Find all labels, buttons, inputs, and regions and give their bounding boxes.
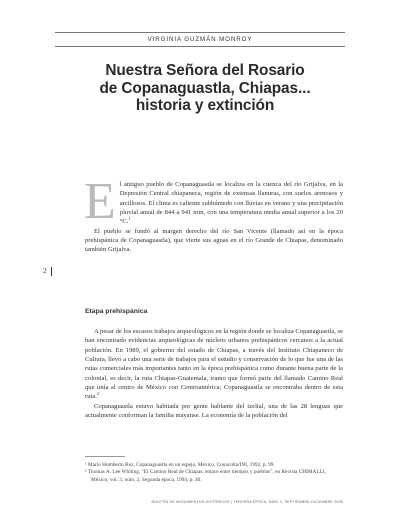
footnote-ref-1: 1 <box>128 216 131 222</box>
article-title <box>70 62 340 115</box>
footnote-1: ¹ Mario Humberto Ruz, Copanaguastla en un espejo, México, Conaculta/INI, 1992, p. 99. <box>85 462 275 468</box>
section-paragraph-1-text: A pesar de los escasos trabajos arqueológicos en la región donde se localiza Copanaguastla, se han encontrado evidencias arqueológicas de núcleos urbanos prehispánicos cercanos a la actual población. En 1989, el gobierno del estado de Chiapas, a través del Instituto Chiapaneco de Cultura, llevó a cabo una serie de trabajos para el estudio y conservación de lo que fue una de las rutas comerciales más importantes tanto en la época prehispánica como durante buena parte de la colonial, es decir, la ruta Chiapas-Guatemala, tramo que formó parte del llamado Camino Real que unía al centro de México con Centroamérica; Copanaguastla se encontraba dentro de esta ruta. <box>85 328 343 401</box>
section-paragraph-1 <box>85 327 343 402</box>
section-title: Etapa prehispánica <box>85 308 148 315</box>
author-name: VIRGINIA GUZMÁN MONROY <box>147 36 253 43</box>
author-header <box>55 32 345 47</box>
drop-cap: E <box>84 173 116 230</box>
footnote-ref-2: 2 <box>96 391 100 397</box>
intro-text <box>84 173 343 255</box>
title-line-1: Nuestra Señora del Rosario <box>105 62 305 79</box>
footnote-divider <box>85 456 125 457</box>
intro-paragraph-1-text: l antiguo pueblo de Copanaguastla se localiza en la cuenca del río Grijalva, en la Depresión Central chiapaneca, región de extensas llanuras, con suelos arenosos y arcillosos. El clima es caliente subhúmedo con lluvias en verano y una precipitación pluvial anual de 844 a 941 mm, con una temperatura media anual superior a los 20 °C. <box>119 181 343 226</box>
section-text <box>85 327 343 420</box>
page-number: 2 <box>43 266 47 275</box>
footnote-2: ² Thomas A. Lee Whiting, "El Camino Real de Chiapas: enlace entre tiempos y pueblos", en Revista CHIMALLI, México, vol. 3, núm. 2, Segunda época, 1993, p. 40. <box>85 469 326 483</box>
journal-footer: BOLETÍN DE MONUMENTOS HISTÓRICOS | TERCERA ÉPOCA, NÚM. 3, SEPTIEMBRE-DICIEMBRE 2005 <box>151 500 343 504</box>
footnotes <box>85 462 343 484</box>
intro-paragraph-2: El pueblo se fundó al margen derecho del río San Vicente (llamado así en la época prehispánica de Copanaguastla), que vierte sus aguas en el río Grande de Chiapas, denominado también Grijalva. <box>85 227 343 254</box>
title-line-3: historia y extinción <box>135 97 275 114</box>
section-paragraph-2: Copanaguastla estuvo habitada por gente hablante del tzeltal, una de las 28 lenguas que actualmente conforman la familia mayanse. La economía de la población del <box>85 402 343 420</box>
title-line-2: de Copanaguastla, Chiapas... <box>99 79 311 97</box>
intro-paragraph-1 <box>84 173 343 230</box>
